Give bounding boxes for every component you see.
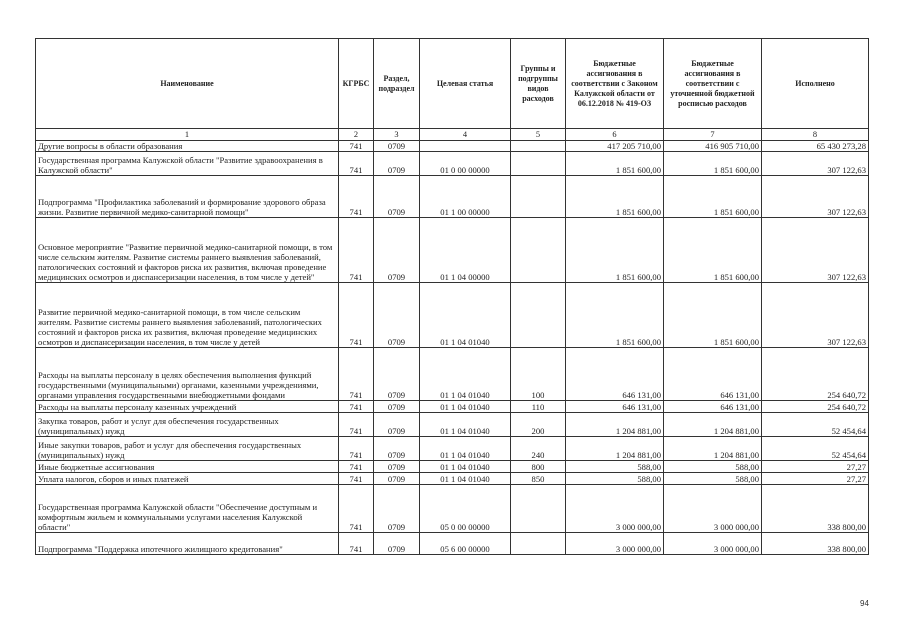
cell-kgrbs: 741	[339, 461, 374, 473]
cell-law: 3 000 000,00	[566, 533, 664, 555]
cell-law: 646 131,00	[566, 401, 664, 413]
cell-kgrbs: 741	[339, 141, 374, 152]
cell-target: 01 1 00 00000	[420, 176, 511, 218]
cell-name: Расходы на выплаты персоналу казенных учреждений	[36, 401, 339, 413]
cell-executed: 307 122,63	[762, 218, 869, 283]
cell-law: 1 204 881,00	[566, 437, 664, 461]
column-number: 1	[36, 129, 339, 141]
cell-law: 588,00	[566, 473, 664, 485]
cell-name: Уплата налогов, сборов и иных платежей	[36, 473, 339, 485]
cell-group	[511, 485, 566, 533]
cell-kgrbs: 741	[339, 485, 374, 533]
cell-section: 0709	[374, 141, 420, 152]
cell-name: Развитие первичной медико-санитарной помощи, в том числе сельским жителям. Развитие системы раннего выявления заболеваний, патологических состояний и факторов риска их развития, включая проведение медицинских осмотров и диспансеризации населения, в том числе у детей	[36, 283, 339, 348]
header-roster: Бюджетные ассигнования в соответствии с уточненной бюджетной росписью расходов	[664, 39, 762, 129]
cell-roster: 1 204 881,00	[664, 413, 762, 437]
cell-group: 200	[511, 413, 566, 437]
cell-name: Иные бюджетные ассигнования	[36, 461, 339, 473]
page-number: 94	[860, 599, 869, 608]
cell-target: 01 1 04 01040	[420, 401, 511, 413]
cell-law: 1 204 881,00	[566, 413, 664, 437]
cell-section: 0709	[374, 533, 420, 555]
cell-kgrbs: 741	[339, 533, 374, 555]
cell-section: 0709	[374, 473, 420, 485]
cell-roster: 1 851 600,00	[664, 176, 762, 218]
cell-executed: 338 800,00	[762, 485, 869, 533]
header-target: Целевая статья	[420, 39, 511, 129]
cell-group	[511, 141, 566, 152]
cell-roster: 588,00	[664, 461, 762, 473]
cell-section: 0709	[374, 413, 420, 437]
cell-law: 1 851 600,00	[566, 176, 664, 218]
cell-executed: 27,27	[762, 473, 869, 485]
cell-executed: 52 454,64	[762, 437, 869, 461]
budget-table	[35, 38, 869, 555]
cell-target: 01 1 04 01040	[420, 473, 511, 485]
header-executed: Исполнено	[762, 39, 869, 129]
cell-name: Основное мероприятие "Развитие первичной медико-санитарной помощи, в том числе сельским жителям. Развитие системы раннего выявления заболеваний, патологических состояний и факторов риска их развития, включая проведение медицинских осмотров и диспансеризации населения, в том числе у детей"	[36, 218, 339, 283]
table-row	[36, 176, 869, 218]
cell-target: 01 1 04 01040	[420, 437, 511, 461]
cell-section: 0709	[374, 461, 420, 473]
cell-roster: 416 905 710,00	[664, 141, 762, 152]
header-name: Наименование	[36, 39, 339, 129]
cell-kgrbs: 741	[339, 176, 374, 218]
cell-group: 100	[511, 348, 566, 401]
cell-roster: 1 851 600,00	[664, 283, 762, 348]
cell-section: 0709	[374, 218, 420, 283]
column-number: 3	[374, 129, 420, 141]
cell-roster: 1 204 881,00	[664, 437, 762, 461]
cell-law: 1 851 600,00	[566, 283, 664, 348]
cell-roster: 646 131,00	[664, 401, 762, 413]
cell-executed: 307 122,63	[762, 176, 869, 218]
cell-executed: 52 454,64	[762, 413, 869, 437]
cell-roster: 588,00	[664, 473, 762, 485]
cell-law: 1 851 600,00	[566, 218, 664, 283]
cell-executed: 254 640,72	[762, 401, 869, 413]
table-row	[36, 283, 869, 348]
cell-section: 0709	[374, 176, 420, 218]
cell-section: 0709	[374, 485, 420, 533]
cell-group: 850	[511, 473, 566, 485]
table-row	[36, 485, 869, 533]
cell-law: 417 205 710,00	[566, 141, 664, 152]
cell-group: 240	[511, 437, 566, 461]
cell-executed: 307 122,63	[762, 283, 869, 348]
cell-target: 01 1 04 01040	[420, 348, 511, 401]
cell-section: 0709	[374, 152, 420, 176]
cell-law: 588,00	[566, 461, 664, 473]
cell-name: Расходы на выплаты персоналу в целях обеспечения выполнения функций государственными (муниципальными) органами, казенными учреждениями, органами управления государственными внебюджетными фондами	[36, 348, 339, 401]
cell-kgrbs: 741	[339, 413, 374, 437]
cell-name: Иные закупки товаров, работ и услуг для обеспечения государственных (муниципальных) нужд	[36, 437, 339, 461]
table-row	[36, 413, 869, 437]
cell-target: 05 6 00 00000	[420, 533, 511, 555]
header-law: Бюджетные ассигнования в соответствии с Законом Калужской области от 06.12.2018 № 419-ОЗ	[566, 39, 664, 129]
table-row	[36, 348, 869, 401]
cell-roster: 646 131,00	[664, 348, 762, 401]
cell-law: 3 000 000,00	[566, 485, 664, 533]
cell-name: Государственная программа Калужской области "Обеспечение доступным и комфортным жильем и коммунальными услугами населения Калужской области"	[36, 485, 339, 533]
cell-section: 0709	[374, 283, 420, 348]
column-number-row	[36, 129, 869, 141]
table-row	[36, 218, 869, 283]
cell-section: 0709	[374, 401, 420, 413]
cell-kgrbs: 741	[339, 152, 374, 176]
cell-roster: 1 851 600,00	[664, 218, 762, 283]
cell-kgrbs: 741	[339, 437, 374, 461]
cell-target: 01 1 04 01040	[420, 283, 511, 348]
cell-target: 01 0 00 00000	[420, 152, 511, 176]
cell-target: 01 1 04 01040	[420, 413, 511, 437]
table-row	[36, 473, 869, 485]
table-row	[36, 461, 869, 473]
cell-roster: 1 851 600,00	[664, 152, 762, 176]
cell-group	[511, 533, 566, 555]
cell-executed: 27,27	[762, 461, 869, 473]
table-body	[36, 129, 869, 555]
cell-group: 800	[511, 461, 566, 473]
cell-executed: 254 640,72	[762, 348, 869, 401]
table-row	[36, 141, 869, 152]
cell-target: 01 1 04 01040	[420, 461, 511, 473]
cell-group: 110	[511, 401, 566, 413]
cell-group	[511, 176, 566, 218]
cell-target	[420, 141, 511, 152]
cell-name: Подпрограмма "Профилактика заболеваний и формирование здорового образа жизни. Развитие первичной медико-санитарной помощи"	[36, 176, 339, 218]
table-row	[36, 152, 869, 176]
cell-group	[511, 152, 566, 176]
cell-executed: 307 122,63	[762, 152, 869, 176]
header-section: Раздел, подраздел	[374, 39, 420, 129]
cell-section: 0709	[374, 348, 420, 401]
table-row	[36, 533, 869, 555]
cell-target: 05 0 00 00000	[420, 485, 511, 533]
header-row	[36, 39, 869, 129]
cell-roster: 3 000 000,00	[664, 533, 762, 555]
table-row	[36, 401, 869, 413]
column-number: 2	[339, 129, 374, 141]
cell-name: Закупка товаров, работ и услуг для обеспечения государственных (муниципальных) нужд	[36, 413, 339, 437]
cell-section: 0709	[374, 437, 420, 461]
cell-name: Другие вопросы в области образования	[36, 141, 339, 152]
cell-kgrbs: 741	[339, 218, 374, 283]
budget-sheet	[35, 38, 868, 555]
table-row	[36, 437, 869, 461]
cell-executed: 65 430 273,28	[762, 141, 869, 152]
cell-executed: 338 800,00	[762, 533, 869, 555]
cell-kgrbs: 741	[339, 473, 374, 485]
cell-kgrbs: 741	[339, 283, 374, 348]
cell-target: 01 1 04 00000	[420, 218, 511, 283]
column-number: 6	[566, 129, 664, 141]
cell-roster: 3 000 000,00	[664, 485, 762, 533]
cell-law: 646 131,00	[566, 348, 664, 401]
cell-name: Государственная программа Калужской области "Развитие здравоохранения в Калужской области"	[36, 152, 339, 176]
header-group: Группы и подгруппы видов расходов	[511, 39, 566, 129]
cell-kgrbs: 741	[339, 348, 374, 401]
column-number: 5	[511, 129, 566, 141]
cell-group	[511, 218, 566, 283]
column-number: 7	[664, 129, 762, 141]
header-kgrbs: КГРБС	[339, 39, 374, 129]
cell-name: Подпрограмма "Поддержка ипотечного жилищного кредитования"	[36, 533, 339, 555]
cell-kgrbs: 741	[339, 401, 374, 413]
cell-law: 1 851 600,00	[566, 152, 664, 176]
cell-group	[511, 283, 566, 348]
column-number: 8	[762, 129, 869, 141]
column-number: 4	[420, 129, 511, 141]
